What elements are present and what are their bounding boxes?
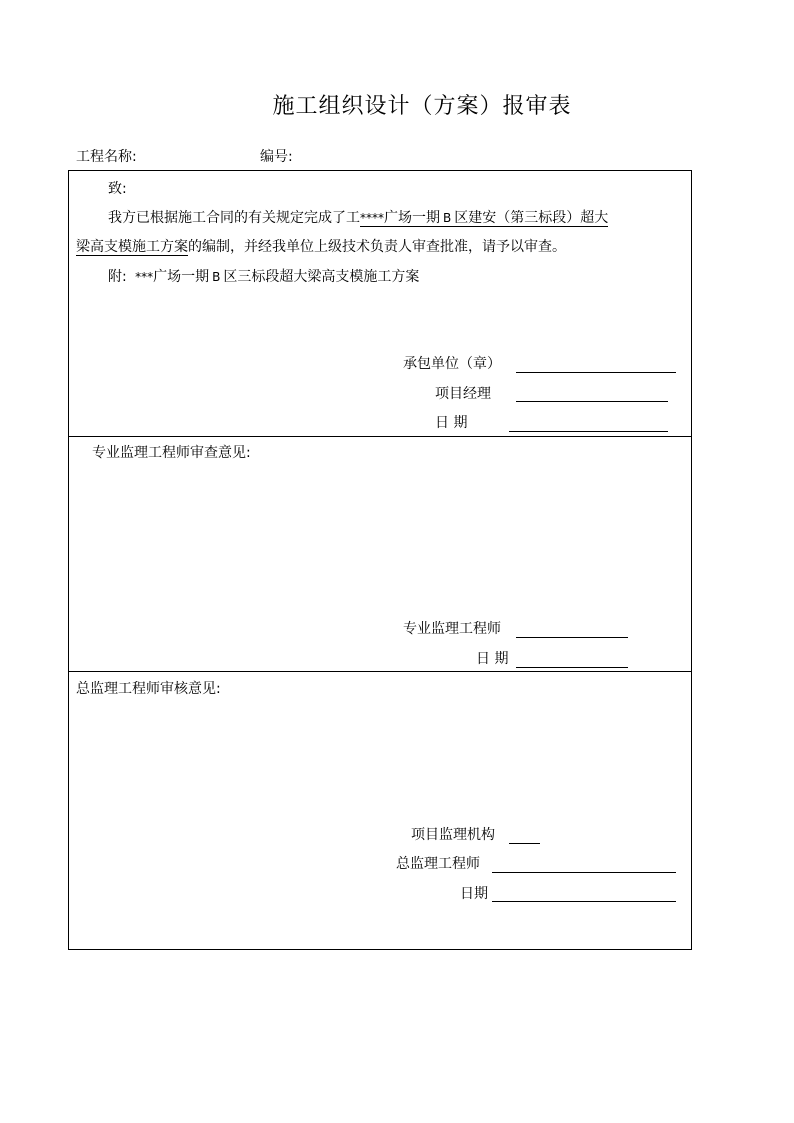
project-name-label: 工程名称: xyxy=(76,149,137,165)
body-underlined-plan: 梁高支模施工方案 xyxy=(76,239,188,255)
submission-body-line1 xyxy=(108,207,608,227)
chief-review-heading: 总监理工程师审核意见: xyxy=(76,681,221,697)
supervision-org-label: 项目监理机构 xyxy=(411,827,495,843)
body-underlined-project: ****广场一期 B 区建安（第三标段）超大 xyxy=(360,210,609,226)
section-divider-1 xyxy=(68,436,692,437)
supervising-engineer-signature-line xyxy=(516,637,628,638)
review-form-table xyxy=(68,170,692,950)
number-label: 编号: xyxy=(260,149,293,165)
supervising-engineer-label: 专业监理工程师 xyxy=(403,621,501,637)
contractor-label: 承包单位（章） xyxy=(403,356,501,372)
supervisor-review-heading: 专业监理工程师审查意见: xyxy=(92,445,251,461)
page-title: 施工组织设计（方案）报审表 xyxy=(272,94,572,119)
supervisor-date-label: 日 期 xyxy=(476,651,509,667)
chief-engineer-label: 总监理工程师 xyxy=(396,856,480,872)
attachment-line: 附: ***广场一期 B 区三标段超大梁高支模施工方案 xyxy=(108,269,420,285)
contractor-date-line xyxy=(509,431,668,432)
chief-date-line xyxy=(492,901,676,902)
addressee-label: 致: xyxy=(108,181,127,197)
body-line2-rest: 的编制，并经我单位上级技术负责人审查批准，请予以审查。 xyxy=(188,239,566,255)
chief-date-label: 日期 xyxy=(460,886,488,902)
submission-body-line2 xyxy=(76,236,566,256)
supervision-org-line xyxy=(509,843,540,844)
section-divider-2 xyxy=(68,671,692,672)
project-manager-signature-line xyxy=(516,401,668,402)
body-prefix: 我方已根据施工合同的有关规定完成了工 xyxy=(108,210,360,226)
project-manager-label: 项目经理 xyxy=(435,386,491,402)
supervisor-date-line xyxy=(516,667,628,668)
chief-engineer-signature-line xyxy=(492,872,676,873)
contractor-date-label: 日 期 xyxy=(435,415,468,431)
contractor-signature-line xyxy=(516,372,676,373)
